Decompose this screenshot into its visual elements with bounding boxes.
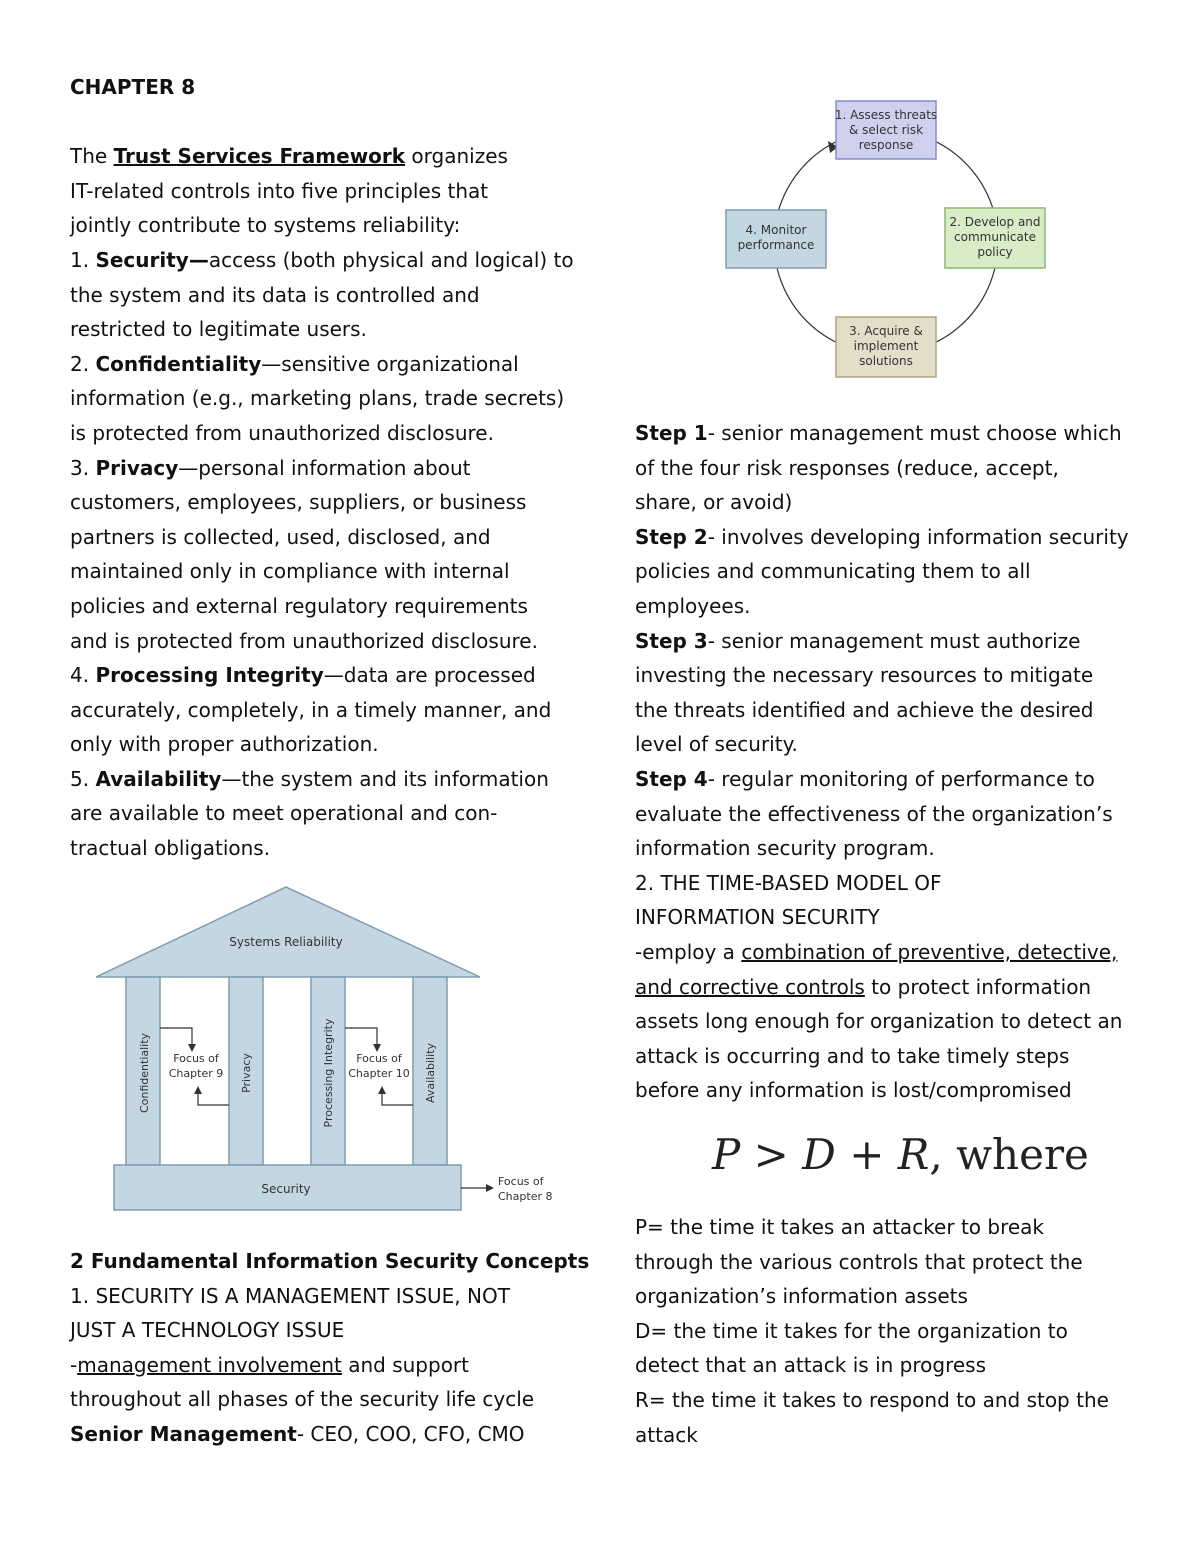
security-life-cycle-diagram <box>720 95 1060 385</box>
tsf-intro: The Trust Services Framework organizes <box>70 144 508 169</box>
tsf-line: jointly contribute to systems reliability: <box>70 213 461 238</box>
time-model-text: assets long enough for organization to detect an <box>635 1009 1123 1034</box>
principle-text: policies and external regulatory requirements <box>70 593 528 618</box>
principle-text: only with proper authorization. <box>70 732 379 757</box>
step-4: Step 4- regular monitoring of performance to <box>635 766 1095 791</box>
concept-1: 1. SECURITY IS A MANAGEMENT ISSUE, NOT <box>70 1283 510 1308</box>
principle-text: are available to meet operational and con- <box>70 801 498 826</box>
formula-definitions <box>635 1210 1135 1452</box>
definition-text: through the various controls that protect the <box>635 1249 1083 1274</box>
time-model-heading-cont: INFORMATION SECURITY <box>635 905 880 930</box>
time-model-text: before any information is lost/compromised <box>635 1078 1072 1103</box>
chapter-title: CHAPTER 8 <box>70 75 196 99</box>
pillar-label: Privacy <box>240 1053 253 1093</box>
arrow-head <box>378 1086 386 1094</box>
senior-management: Senior Management- CEO, COO, CFO, CMO <box>70 1421 525 1446</box>
principle-text: customers, employees, suppliers, or business <box>70 490 527 515</box>
principle-text: information (e.g., marketing plans, trade secrets) <box>70 386 565 411</box>
arrow-line <box>160 1028 192 1046</box>
focus-chapter-8: Focus of Chapter 8 <box>498 1175 553 1203</box>
roof-label: Systems Reliability <box>229 935 343 949</box>
principle-4: 4. Processing Integrity—data are processed <box>70 663 536 688</box>
right-column <box>635 416 1135 1108</box>
arrow-head <box>188 1044 196 1052</box>
arrow-line <box>345 1028 377 1046</box>
concepts-section <box>70 1244 590 1452</box>
mgmt-involvement: -management involvement and support <box>70 1352 469 1377</box>
step-text: policies and communicating them to all <box>635 559 1031 584</box>
principle-1: 1. Security—access (both physical and logical) to <box>70 247 574 272</box>
principle-text: restricted to legitimate users. <box>70 317 367 342</box>
arrow-head <box>194 1086 202 1094</box>
step-text: of the four risk responses (reduce, accept, <box>635 455 1059 480</box>
mgmt-involvement-cont: throughout all phases of the security life cycle <box>70 1387 535 1412</box>
concept-1-cont: JUST A TECHNOLOGY ISSUE <box>70 1318 345 1343</box>
step-text: share, or avoid) <box>635 490 793 515</box>
focus-chapter-9: Focus of Chapter 9 <box>168 1052 224 1080</box>
principle-2: 2. Confidentiality—sensitive organizational <box>70 351 519 376</box>
systems-reliability-diagram <box>90 880 560 1220</box>
step-text: evaluate the effectiveness of the organization’s <box>635 801 1113 826</box>
time-model-heading: 2. THE TIME-BASED MODEL OF <box>635 870 942 895</box>
principle-5: 5. Availability—the system and its information <box>70 766 549 791</box>
step-text: employees. <box>635 593 751 618</box>
step-text: level of security. <box>635 732 798 757</box>
definition-d: D= the time it takes for the organization to <box>635 1318 1068 1343</box>
definition-p: P= the time it takes an attacker to break <box>635 1215 1044 1239</box>
principle-text: accurately, completely, in a timely manner, and <box>70 697 552 722</box>
step2-label: 2. Develop and communicate policy <box>949 215 1041 259</box>
definition-text: detect that an attack is in progress <box>635 1353 986 1378</box>
step-3: Step 3- senior management must authorize <box>635 628 1081 653</box>
arrow-head <box>486 1184 494 1192</box>
time-model-desc: and corrective controls to protect information <box>635 974 1092 999</box>
concepts-heading: 2 Fundamental Information Security Concepts <box>70 1249 590 1273</box>
definition-r: R= the time it takes to respond to and stop the <box>635 1387 1109 1412</box>
principle-text: tractual obligations. <box>70 836 271 861</box>
principle-text: partners is collected, used, disclosed, and <box>70 524 491 549</box>
pillar-label: Availability <box>424 1043 437 1103</box>
tsf-term: Trust Services Framework <box>113 144 406 169</box>
definition-text: attack <box>635 1422 698 1447</box>
principle-text: is protected from unauthorized disclosure. <box>70 420 494 445</box>
arrow-head <box>373 1044 381 1052</box>
step3-label: 3. Acquire & implement solutions <box>849 324 923 368</box>
principle-text: maintained only in compliance with internal <box>70 559 510 584</box>
arrow-line <box>198 1092 229 1105</box>
arrow-line <box>382 1092 413 1105</box>
pillar-label: Processing Integrity <box>322 1018 335 1128</box>
step4-label: 4. Monitor performance <box>737 223 815 252</box>
step1-label: 1. Assess threats & select risk response <box>834 108 938 152</box>
definition-text: organization’s information assets <box>635 1284 968 1309</box>
step-text: investing the necessary resources to mitigate <box>635 663 1094 688</box>
roof-shape <box>96 887 480 977</box>
focus-chapter-10: Focus of Chapter 10 <box>348 1052 410 1080</box>
step-2: Step 2- involves developing information security <box>635 524 1129 549</box>
base-label: Security <box>261 1182 311 1196</box>
step-text: the threats identified and achieve the desired <box>635 697 1094 722</box>
time-based-formula: P > D + R, where <box>712 1130 1089 1179</box>
left-column <box>70 70 575 866</box>
pillar-label: Confidentiality <box>138 1032 151 1114</box>
tsf-line: IT-related controls into five principles that <box>70 178 489 203</box>
time-model-text: attack is occurring and to take timely steps <box>635 1043 1070 1068</box>
principle-text: the system and its data is controlled and <box>70 282 480 307</box>
principle-3: 3. Privacy—personal information about <box>70 455 471 480</box>
principle-text: and is protected from unauthorized disclosure. <box>70 628 538 653</box>
time-model-desc: -employ a combination of preventive, detective, <box>635 939 1118 964</box>
step-1: Step 1- senior management must choose which <box>635 421 1122 445</box>
step-text: information security program. <box>635 836 935 861</box>
